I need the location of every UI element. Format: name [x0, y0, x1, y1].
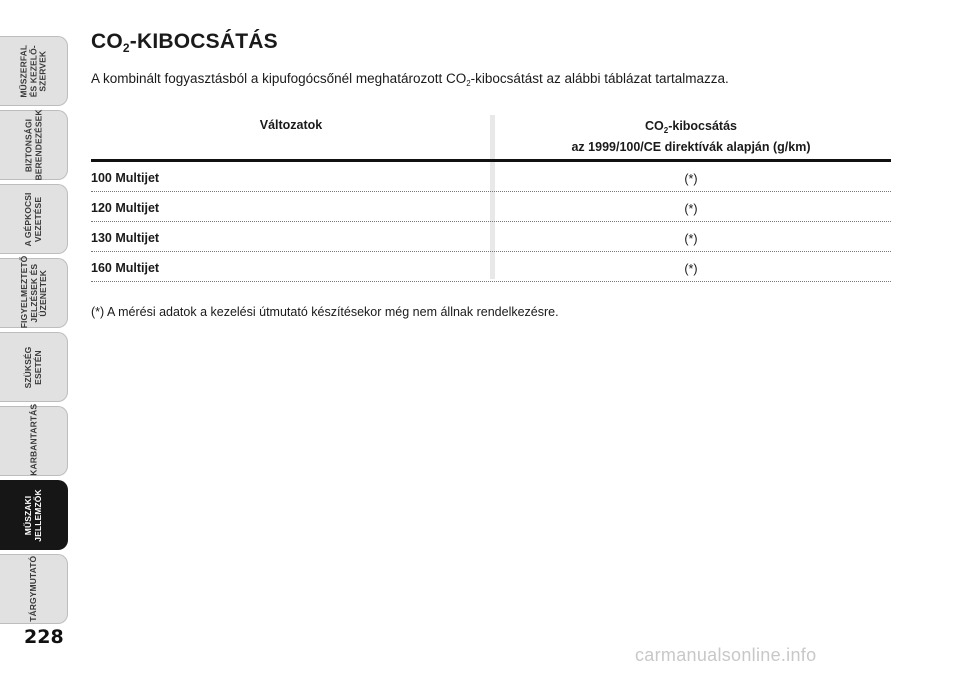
header-co2-prefix: CO [645, 119, 664, 133]
intro-paragraph [91, 71, 729, 88]
row-variant-name: 120 Multijet [91, 201, 160, 215]
intro-prefix: A kombinált fogyasztásból a kipufogócsőnél meghatározott CO [91, 71, 467, 86]
section-tab-technical[interactable] [0, 480, 68, 550]
title-suffix: -KIBOCSÁTÁS [129, 30, 278, 53]
table-header [91, 115, 891, 162]
row-co2-value: (*) [684, 262, 698, 276]
section-tab-warnings[interactable] [0, 255, 68, 328]
header-co2-subscript: 2 [663, 126, 669, 135]
header-co2-suffix: -kibocsátás [668, 119, 737, 133]
row-variant-name: 100 Multijet [91, 171, 160, 185]
title-subscript: 2 [122, 41, 130, 55]
header-co2 [491, 118, 891, 156]
section-tab-sidebar [0, 36, 70, 628]
watermark: carmanualsonline.info [635, 645, 817, 665]
header-variants: Változatok [259, 118, 323, 132]
table-row [91, 222, 891, 252]
header-co2-line2: az 1999/100/CE direktívák alapján (g/km) [571, 140, 811, 154]
row-co2-value: (*) [684, 172, 698, 186]
section-tab-label: SZÜKSÉG ESETÉN [23, 346, 43, 388]
table-row [91, 192, 891, 222]
section-tab-label: MŰSZERFAL ÉS KEZELŐ- SZERVEK [18, 44, 48, 98]
section-tab-label: TÁRGYMUTATÓ [27, 556, 38, 622]
row-variant-name: 160 Multijet [91, 261, 160, 275]
table-row [91, 252, 891, 282]
row-co2-value: (*) [684, 202, 698, 216]
section-tab-driving[interactable] [0, 184, 68, 254]
section-tab-emergency[interactable] [0, 332, 68, 402]
section-tab-maintenance[interactable] [0, 406, 68, 476]
page-number: 228 [24, 626, 64, 648]
section-tab-label: KARBANTARTÁS [27, 404, 38, 476]
row-variant-name: 130 Multijet [91, 231, 160, 245]
section-tab-label: MŰSZAKI JELLEMZŐK [23, 488, 43, 542]
table-row [91, 162, 891, 192]
emissions-table [91, 115, 891, 282]
section-tab-index[interactable] [0, 554, 68, 624]
section-tab-label: A GÉPKOCSI VEZETÉSE [23, 191, 43, 247]
row-co2-value: (*) [684, 232, 698, 246]
intro-subscript: 2 [466, 79, 471, 88]
title-prefix: CO [91, 30, 123, 53]
intro-suffix: -kibocsátást az alábbi táblázat tartalmazza. [470, 71, 729, 86]
footnote: (*) A mérési adatok a kezelési útmutató készítésekor még nem állnak rendelkezésre. [91, 305, 559, 319]
section-tab-label: FIGYELMEZTETŐ JELZÉSEK ÉS ÜZENETEK [18, 255, 48, 328]
page-title [91, 30, 278, 55]
section-tab-safety[interactable] [0, 110, 68, 180]
section-tab-instruments[interactable] [0, 36, 68, 106]
section-tab-label: BIZTONSÁGI BERENDEZÉSEK [23, 108, 43, 180]
